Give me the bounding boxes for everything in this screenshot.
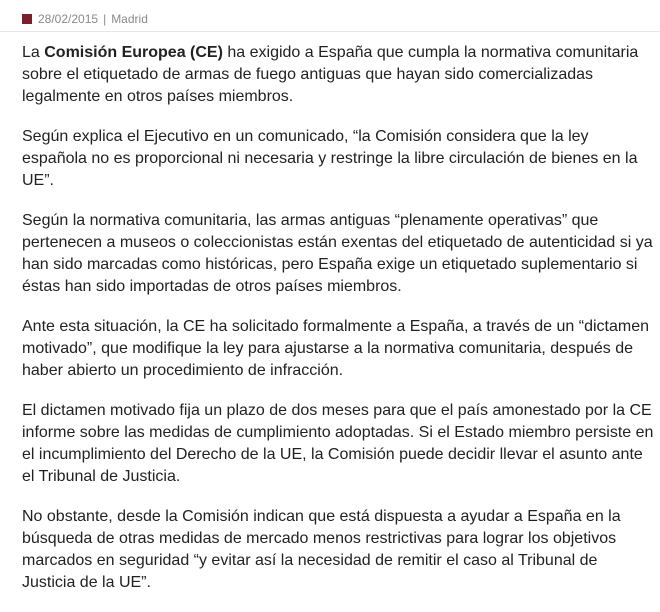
meta-separator: |	[103, 12, 107, 26]
article-location: Madrid	[111, 12, 148, 26]
paragraph-1-lead: La	[22, 44, 45, 61]
article-body	[22, 42, 654, 612]
article-meta	[22, 11, 148, 27]
paragraph-1	[22, 42, 654, 108]
category-square-icon	[22, 14, 32, 24]
paragraph-6: No obstante, desde la Comisión indican que está dispuesta a ayudar a España en la búsqueda de otras medidas de mercado menos restrictivas para lograr los objetivos marcados en seguridad “y evitar así la necesidad de remitir el caso al Tribunal de Justicia de la UE”.	[22, 508, 621, 591]
paragraph-1-rest: ha exigido a España que cumpla la normativa comunitaria sobre el etiquetado de armas de fuego antiguas que hayan sido comercializadas legalmente en otros países miembros.	[22, 44, 639, 105]
paragraph-1-strong: Comisión Europea (CE)	[44, 44, 223, 61]
paragraph-5: El dictamen motivado fija un plazo de dos meses para que el país amonestado por la CE informe sobre las medidas de cumplimiento adoptadas. Si el Estado miembro persiste en el incumplimiento del Derecho de la UE, la Comisión puede decidir llevar el asunto ante el Tribunal de Justicia.	[22, 402, 654, 485]
paragraph-3: Según la normativa comunitaria, las armas antiguas “plenamente operativas” que pertenecen a museos o coleccionistas están exentas del etiquetado de autenticidad si ya han sido marcadas como históricas, pero España exige un etiquetado suplementario si éstas han sido importadas de otros países miembros.	[22, 212, 653, 295]
article-date: 28/02/2015	[38, 12, 99, 26]
meta-divider	[0, 31, 660, 32]
paragraph-2: Según explica el Ejecutivo en un comunicado, “la Comisión considera que la ley española no es proporcional ni necesaria y restringe la libre circulación de bienes en la UE”.	[22, 128, 638, 189]
paragraph-4: Ante esta situación, la CE ha solicitado formalmente a España, a través de un “dictamen motivado”, que modifique la ley para ajustarse a la normativa comunitaria, después de haber abierto un procedimiento de infracción.	[22, 318, 650, 379]
